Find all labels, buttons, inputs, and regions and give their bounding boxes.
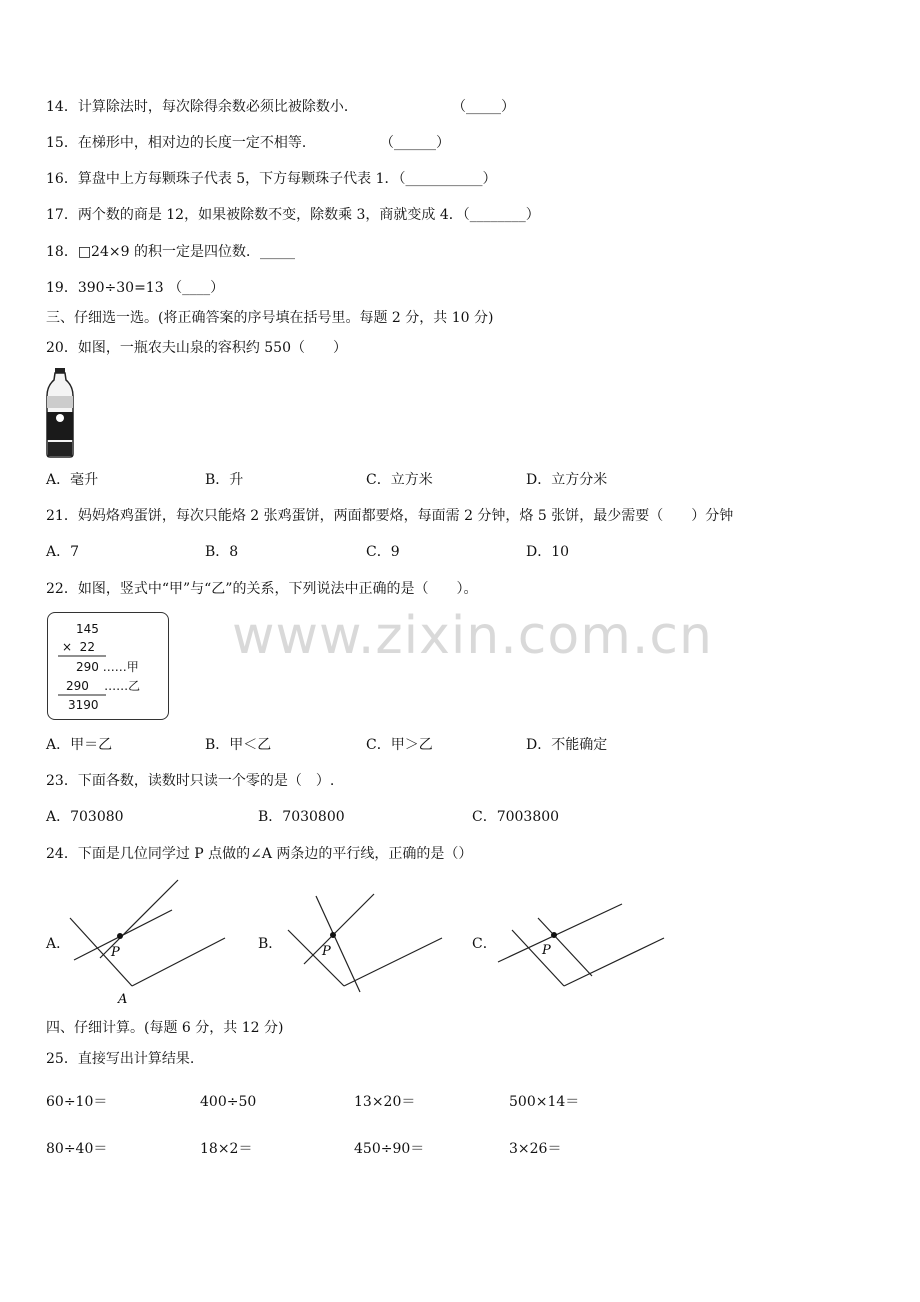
question-22: 22．如图，竖式中“甲”与“乙”的关系，下列说法中正确的是（ ）。 bbox=[46, 581, 478, 597]
q21-option-c: C．9 bbox=[366, 544, 400, 560]
q22-option-a: A．甲＝乙 bbox=[46, 737, 113, 753]
calc-item: 18×2＝ bbox=[200, 1141, 253, 1157]
calc-item: 3×26＝ bbox=[509, 1141, 562, 1157]
q20-option-a: A．毫升 bbox=[46, 472, 99, 488]
calc-line-3: 290 ……甲 bbox=[76, 660, 139, 674]
question-17: 17．两个数的商是 12，如果被除数不变，除数乘 3，商就变成 4．（________） bbox=[46, 207, 540, 223]
question-18: 18．□24×9 的积一定是四位数．_____ bbox=[46, 244, 295, 260]
q20-option-d: D．立方分米 bbox=[526, 472, 608, 488]
q24-option-a: A． bbox=[46, 936, 71, 952]
q23-option-a: A．703080 bbox=[46, 809, 124, 825]
q24-option-b: B． bbox=[258, 936, 283, 952]
question-14: 14．计算除法时，每次除得余数必须比被除数小． bbox=[46, 99, 358, 115]
calc-item: 13×20＝ bbox=[354, 1094, 416, 1110]
calc-item: 400÷50 bbox=[200, 1094, 257, 1110]
q22-option-c: C．甲＞乙 bbox=[366, 737, 433, 753]
q21-option-a: A．7 bbox=[46, 544, 80, 560]
section-4-title: 四、仔细计算。(每题 6 分，共 12 分) bbox=[46, 1020, 284, 1036]
question-21: 21．妈妈烙鸡蛋饼，每次只能烙 2 张鸡蛋饼，两面都要烙，每面需 2 分钟，烙 5 张饼，最少需要（ ）分钟 bbox=[46, 508, 734, 524]
water-bottle-image bbox=[44, 368, 76, 458]
calc-rule-2 bbox=[58, 694, 108, 696]
calc-line-5: 3190 bbox=[68, 698, 99, 712]
q24-a-point-label: P bbox=[111, 945, 120, 960]
q24-a-angle-label: A bbox=[118, 992, 128, 1007]
question-16: 16．算盘中上方每颗珠子代表 5，下方每颗珠子代表 1．（___________） bbox=[46, 171, 497, 187]
question-23: 23．下面各数，读数时只读一个零的是（ ）. bbox=[46, 773, 335, 789]
q23-option-b: B．7030800 bbox=[258, 809, 345, 825]
section-3-title: 三、仔细选一选。(将正确答案的序号填在括号里。每题 2 分，共 10 分) bbox=[46, 310, 494, 326]
question-15-blank: （______） bbox=[380, 135, 450, 151]
q20-option-c: C．立方米 bbox=[366, 472, 433, 488]
q24-option-c: C． bbox=[472, 936, 497, 952]
question-20: 20．如图，一瓶农夫山泉的容积约 550（ ） bbox=[46, 340, 347, 356]
q22-option-b: B．甲＜乙 bbox=[205, 737, 272, 753]
calc-line-1: 145 bbox=[76, 622, 99, 636]
calc-line-4: 290 ……乙 bbox=[66, 679, 141, 693]
calc-rule-1 bbox=[58, 655, 108, 657]
q21-option-b: B．8 bbox=[205, 544, 239, 560]
q24-figure-c bbox=[494, 898, 669, 993]
question-14-blank: （_____） bbox=[452, 99, 515, 115]
calc-line-2: × 22 bbox=[62, 640, 95, 654]
q24-c-point-label: P bbox=[542, 943, 551, 958]
q22-option-d: D．不能确定 bbox=[526, 737, 608, 753]
calc-item: 60÷10＝ bbox=[46, 1094, 108, 1110]
q24-figure-b bbox=[282, 888, 447, 998]
q24-figure-a bbox=[60, 878, 235, 1008]
question-15: 15．在梯形中，相对边的长度一定不相等． bbox=[46, 135, 316, 151]
q24-b-point-label: P bbox=[322, 944, 331, 959]
question-25: 25．直接写出计算结果. bbox=[46, 1051, 195, 1067]
question-19: 19．390÷30=13 （____） bbox=[46, 280, 225, 296]
question-24: 24．下面是几位同学过 P 点做的∠A 两条边的平行线，正确的是（） bbox=[46, 846, 473, 862]
q23-option-c: C．7003800 bbox=[472, 809, 560, 825]
q20-option-b: B．升 bbox=[205, 472, 244, 488]
calc-item: 500×14＝ bbox=[509, 1094, 580, 1110]
watermark-text: www.zixin.com.cn bbox=[232, 606, 713, 666]
calc-item: 80÷40＝ bbox=[46, 1141, 108, 1157]
calc-item: 450÷90＝ bbox=[354, 1141, 425, 1157]
q21-option-d: D．10 bbox=[526, 544, 570, 560]
